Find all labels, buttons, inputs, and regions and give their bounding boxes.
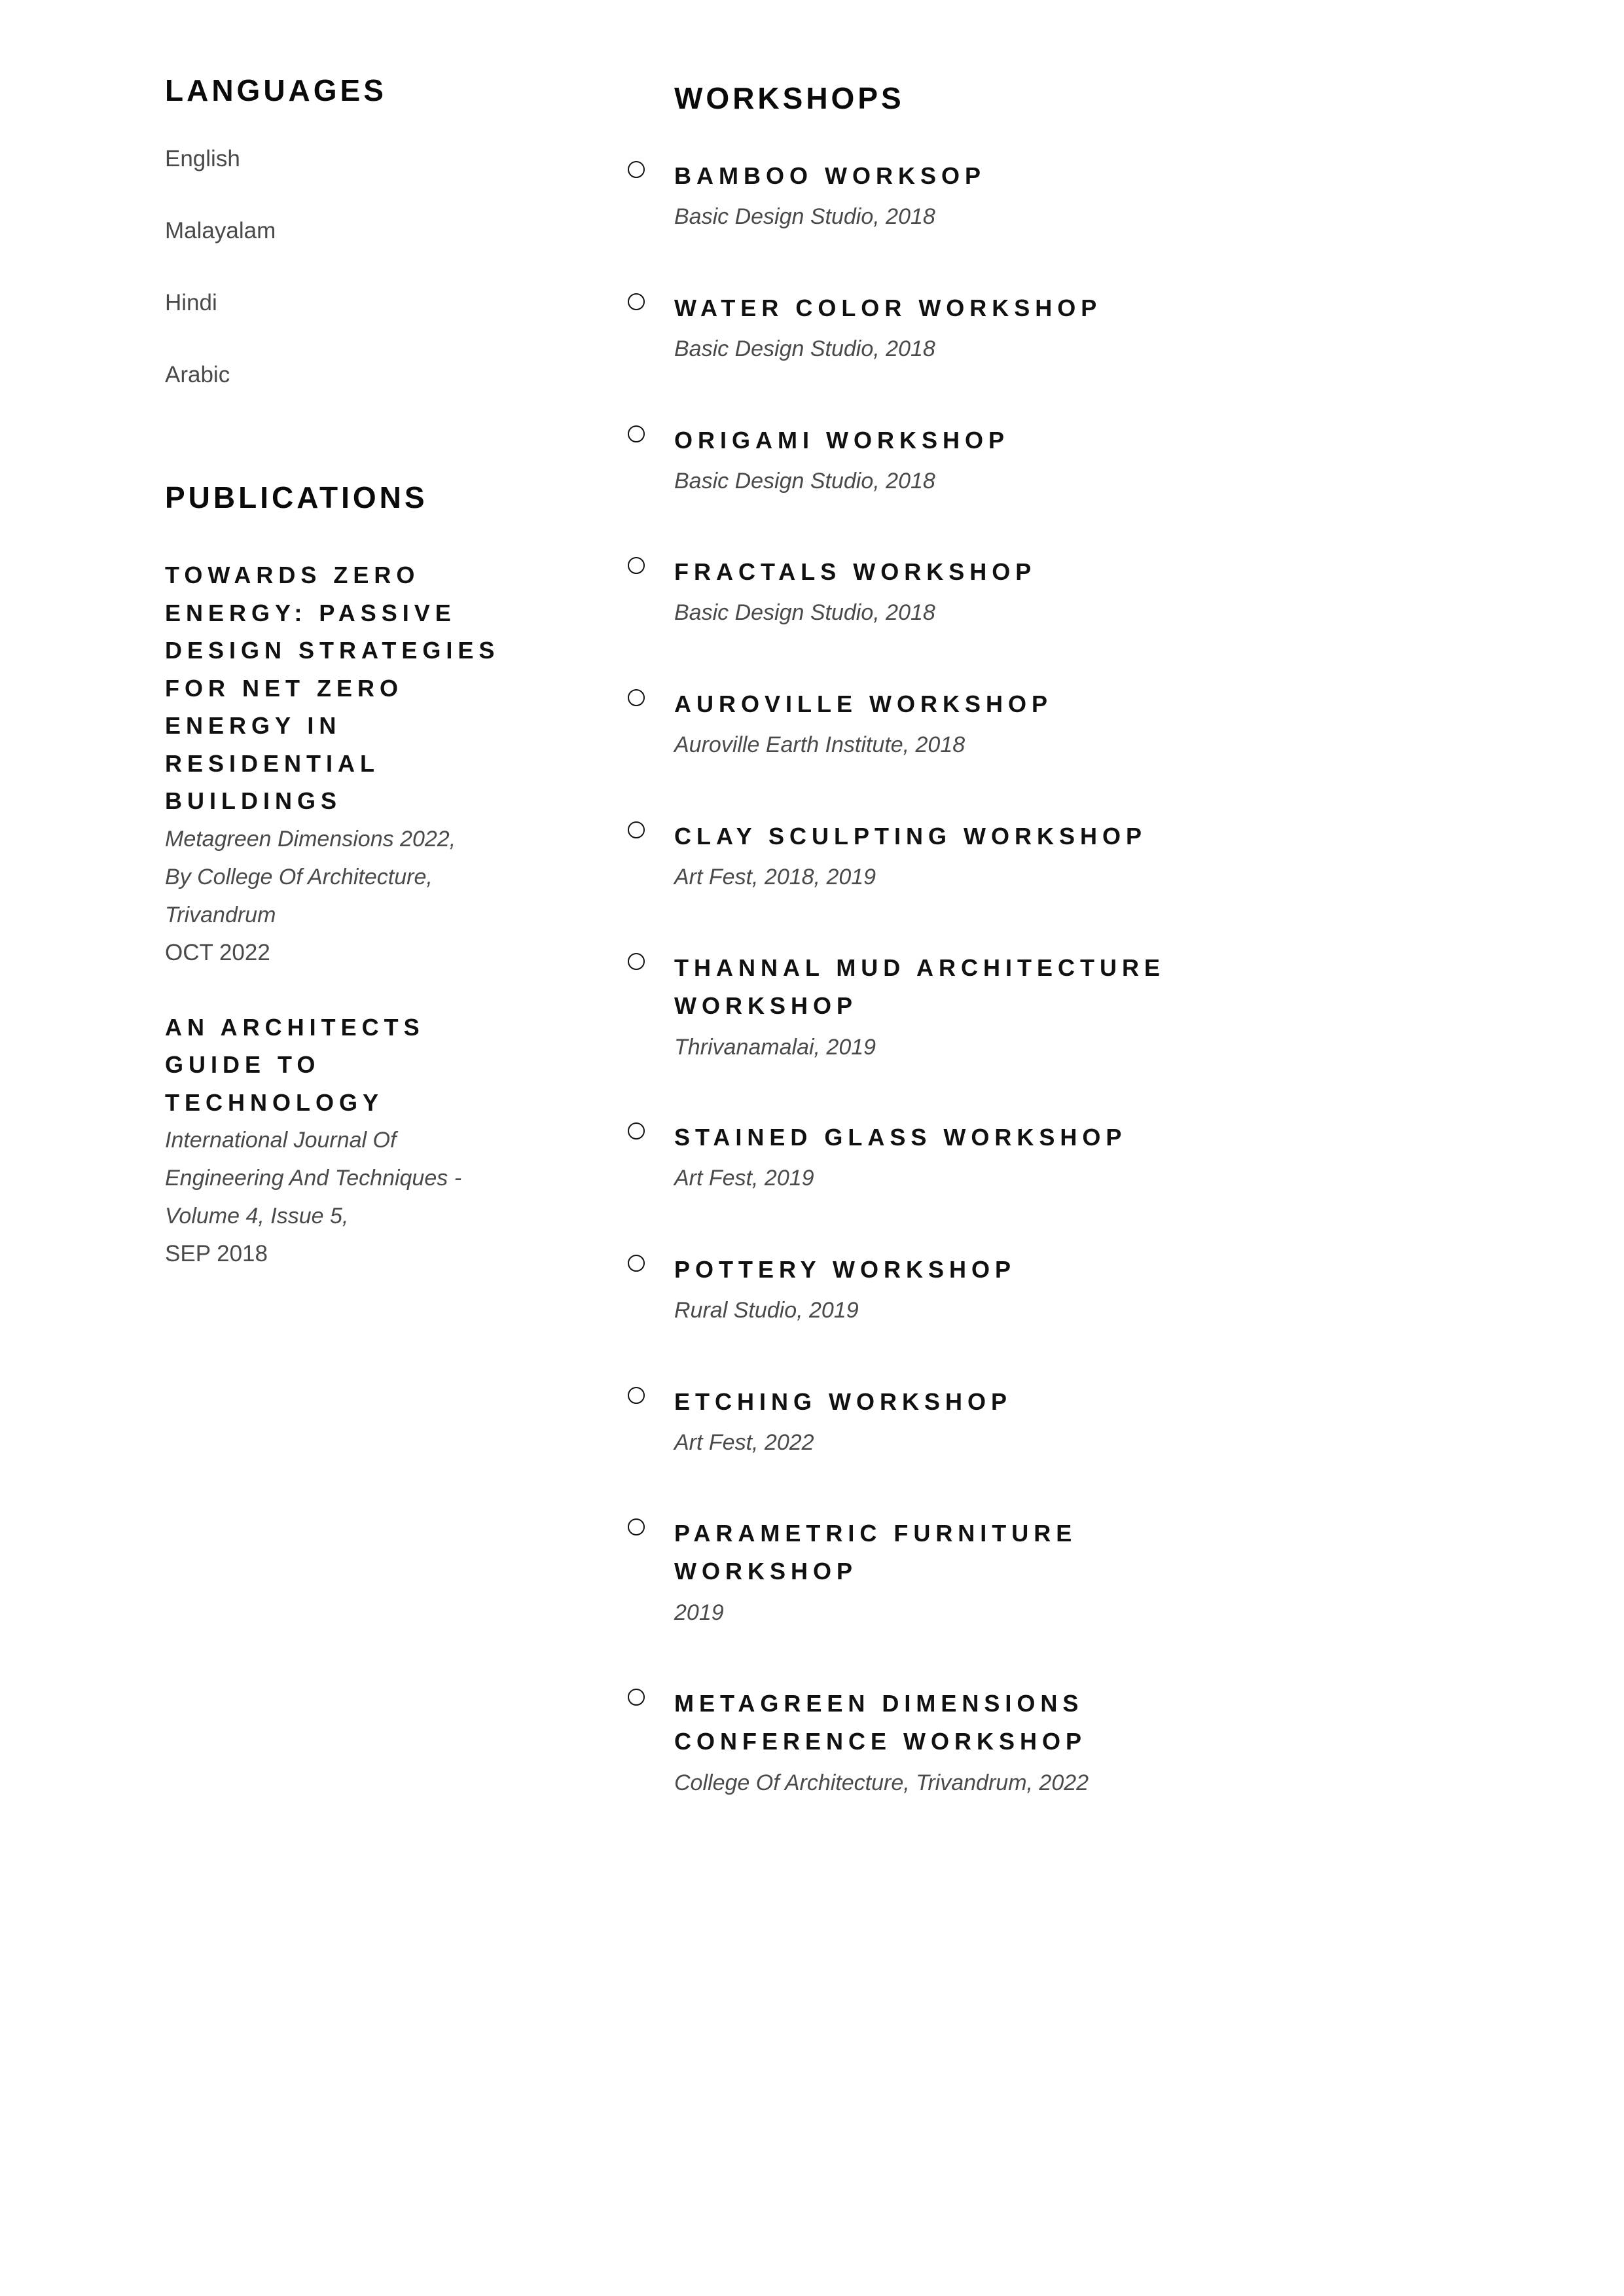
workshop-title: POTTERY WORKSHOP xyxy=(674,1256,1017,1283)
language-item: Hindi xyxy=(165,290,217,315)
workshop-subtitle: Rural Studio, 2019 xyxy=(674,1298,859,1323)
workshop-subtitle: Basic Design Studio, 2018 xyxy=(674,204,935,229)
languages-list xyxy=(165,143,276,431)
publications-list xyxy=(165,556,505,1310)
workshop-title: METAGREEN DIMENSIONS CONFERENCE WORKSHOP xyxy=(674,1690,1087,1755)
circle-bullet-icon xyxy=(628,425,645,442)
publication-source: International Journal Of Engineering And Techniques - Volume 4, Issue 5, xyxy=(165,1128,462,1229)
workshop-subtitle: Art Fest, 2019 xyxy=(674,1166,814,1191)
workshop-title: STAINED GLASS WORKSHOP xyxy=(674,1124,1127,1151)
language-item: English xyxy=(165,146,240,171)
language-item: Malayalam xyxy=(165,218,276,243)
publication-date: OCT 2022 xyxy=(165,939,270,965)
publication-item xyxy=(165,1009,505,1274)
circle-bullet-icon xyxy=(628,689,645,706)
workshop-subtitle: Art Fest, 2022 xyxy=(674,1430,814,1455)
workshop-subtitle: 2019 xyxy=(674,1600,724,1625)
workshop-title: ORIGAMI WORKSHOP xyxy=(674,427,1009,454)
workshops-heading: WORKSHOPS xyxy=(674,81,905,115)
workshop-subtitle: Art Fest, 2018, 2019 xyxy=(674,865,876,889)
languages-heading: LANGUAGES xyxy=(165,73,387,107)
workshop-subtitle: Auroville Earth Institute, 2018 xyxy=(674,732,965,757)
publication-source: Metagreen Dimensions 2022, By College Of Architecture, Trivandrum xyxy=(165,826,456,927)
circle-bullet-icon xyxy=(628,1122,645,1139)
workshop-title: FRACTALS WORKSHOP xyxy=(674,558,1037,585)
circle-bullet-icon xyxy=(628,1387,645,1404)
workshop-subtitle: Basic Design Studio, 2018 xyxy=(674,336,935,361)
circle-bullet-icon xyxy=(628,953,645,970)
circle-bullet-icon xyxy=(628,557,645,574)
workshop-title: THANNAL MUD ARCHITECTURE WORKSHOP xyxy=(674,954,1165,1019)
language-item: Arabic xyxy=(165,362,230,387)
workshop-title: PARAMETRIC FURNITURE WORKSHOP xyxy=(674,1520,1077,1585)
workshop-subtitle: Basic Design Studio, 2018 xyxy=(674,600,935,625)
workshop-subtitle: Thrivanamalai, 2019 xyxy=(674,1035,876,1060)
workshop-title: AUROVILLE WORKSHOP xyxy=(674,691,1053,717)
workshop-title: CLAY SCULPTING WORKSHOP xyxy=(674,823,1147,850)
publication-date: SEP 2018 xyxy=(165,1241,268,1266)
publications-heading: PUBLICATIONS xyxy=(165,480,428,514)
circle-bullet-icon xyxy=(628,1518,645,1535)
workshop-title: ETCHING WORKSHOP xyxy=(674,1388,1013,1415)
workshop-subtitle: College Of Architecture, Trivandrum, 2022 xyxy=(674,1770,1089,1795)
publication-item xyxy=(165,556,505,972)
circle-bullet-icon xyxy=(628,821,645,838)
workshop-title: BAMBOO WORKSOP xyxy=(674,162,986,189)
circle-bullet-icon xyxy=(628,1689,645,1706)
circle-bullet-icon xyxy=(628,293,645,310)
circle-bullet-icon xyxy=(628,161,645,178)
workshop-title: WATER COLOR WORKSHOP xyxy=(674,295,1102,321)
circle-bullet-icon xyxy=(628,1255,645,1272)
publication-title: TOWARDS ZERO ENERGY: PASSIVE DESIGN STRATEGIES FOR NET ZERO ENERGY IN RESIDENTIAL BUILDINGS xyxy=(165,562,500,814)
workshop-subtitle: Basic Design Studio, 2018 xyxy=(674,469,935,493)
publication-title: AN ARCHITECTS GUIDE TO TECHNOLOGY xyxy=(165,1013,425,1116)
